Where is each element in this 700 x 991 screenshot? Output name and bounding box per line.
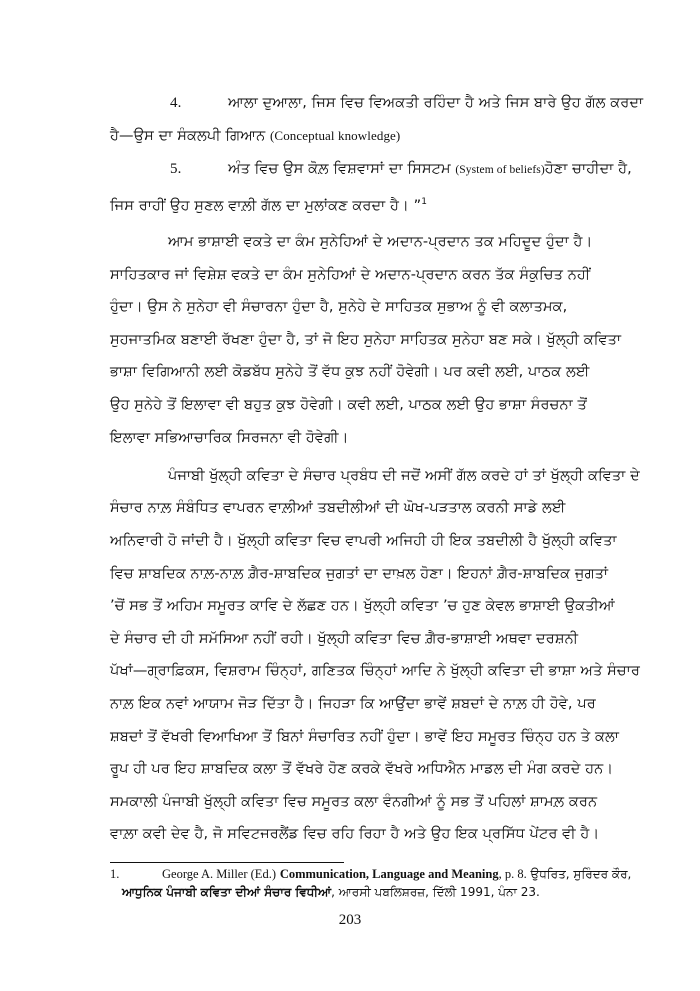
text-span: ’ਚੋਂ ਸਭ ਤੋਂ ਅਹਿਮ ਸਮੂਰਤ ਕਾਵਿ ਦੇ ਲੱਛਣ ਹਨ। ਖੁੱਲ੍ਹੀ ਕਵਿਤਾ ’ਚ ਹੁਣ ਕੇਵਲ ਭਾਸ਼ਾਈ ਉਕਤੀਆਂ <box>110 598 615 614</box>
text-span: ਸ਼ਬਦਾਂ ਤੋਂ ਵੱਖਰੀ ਵਿਆਖਿਆ ਤੋਂ ਬਿਨਾਂ ਸੰਚਾਰਿਤ ਨਹੀਂ ਹੁੰਦਾ। ਭਾਵੇਂ ਇਹ ਸਮੂਰਤ ਚਿੰਨ੍ਹ ਹਨ ਤੇ ਕਲਾ <box>110 729 620 745</box>
text-line <box>110 192 665 216</box>
text-line <box>110 362 665 382</box>
footnote-publisher: , ਆਰਸੀ ਪਬਲਿਸ਼ਰਜ਼, ਦਿੱਲੀ 1991, ਪੰਨਾ 23. <box>331 885 540 899</box>
text-span: ਸੰਚਾਰ ਨਾਲ਼ ਸੰਬੰਧਿਤ ਵਾਪਰਨ ਵਾਲ਼ੀਆਂ ਤਬਦੀਲੀਆਂ ਦੀ ਘੋਖ-ਪੜਤਾਲ ਕਰਨੀ ਸਾਡੇ ਲਈ <box>110 500 566 516</box>
text-line <box>110 126 665 146</box>
text-span: ਅਨਿਵਾਰੀ ਹੋ ਜਾਂਦੀ ਹੈ। ਖੁੱਲ੍ਹੀ ਕਵਿਤਾ ਵਿਚ ਵਾਪਰੀ ਅਜਿਹੀ ਹੀ ਇਕ ਤਬਦੀਲੀ ਹੈ ਖੁੱਲ੍ਹੀ ਕਵਿਤਾ <box>110 533 617 549</box>
text-span: ਹੁੰਦਾ। ਉਸ ਨੇ ਸੁਨੇਹਾ ਵੀ ਸੰਚਾਰਨਾ ਹੁੰਦਾ ਹੈ, ਸੁਨੇਹੇ ਦੇ ਸਾਹਿਤਕ ਸੁਭਾਅ ਨੂੰ ਵੀ ਕਲਾਤਮਕ, <box>110 299 568 315</box>
footnote-divider <box>110 862 344 863</box>
text-span: ਨਾਲ਼ ਇਕ ਨਵਾਂ ਆਯਾਮ ਜੋੜ ਦਿੱਤਾ ਹੈ। ਜਿਹੜਾ ਕਿ ਆਉਂਦਾ ਭਾਵੇਂ ਸ਼ਬਦਾਂ ਦੇ ਨਾਲ਼ ਹੀ ਹੋਵੇ, ਪਰ <box>110 696 596 712</box>
footnote-title-en: Communication, Language and Meaning <box>279 867 499 881</box>
text-span: ਵਾਲ਼ਾ ਕਵੀ ਦੇਵ ਹੈ, ਜੋ ਸਵਿਟਜਰਲੈਂਡ ਵਿਚ ਰਹਿ ਰਿਹਾ ਹੈ ਅਤੇ ਉਹ ਇਕ ਪ੍ਰਸਿੱਧ ਪੇਂਟਰ ਵੀ ਹੈ। <box>110 826 600 842</box>
text-line <box>110 395 665 415</box>
text-span: ਪੱਖਾਂ—ਗ੍ਰਾਫ਼ਿਕਸ, ਵਿਸ਼ਰਾਮ ਚਿੰਨ੍ਹਾਂ, ਗਣਿਤਕ ਚਿੰਨ੍ਹਾਂ ਆਦਿ ਨੇ ਖੁੱਲ੍ਹੀ ਕਵਿਤਾ ਦੀ ਭਾਸ਼ਾ ਅਤੇ ਸੰਚਾਰ <box>110 663 640 679</box>
footnote-continuation <box>122 884 540 900</box>
footnote-author: George A. Miller (Ed.) <box>162 867 276 881</box>
text-line <box>110 629 665 649</box>
footnote <box>110 866 631 882</box>
paragraph-start <box>168 232 665 252</box>
text-span: ਇਲਾਵਾ ਸਭਿਆਚਾਰਿਕ ਸਿਰਜਨਾ ਵੀ ਹੋਵੇਗੀ। <box>110 430 349 446</box>
text-line <box>110 661 665 681</box>
list-item-5 <box>170 159 700 180</box>
text-span: ਸੁਹਜਾਤਮਿਕ ਬਣਾਈ ਰੱਖਣਾ ਹੁੰਦਾ ਹੈ, ਤਾਂ ਜੋ ਇਹ ਸੁਨੇਹਾ ਸਾਹਿਤਕ ਸੁਨੇਹਾ ਬਣ ਸਕੇ। ਖੁੱਲ੍ਹੀ ਕਵਿਤਾ <box>110 332 622 348</box>
list-text: ਆਲਾ ਦੁਆਲਾ, ਜਿਸ ਵਿਚ ਵਿਅਕਤੀ ਰਹਿੰਦਾ ਹੈ ਅਤੇ ਜਿਸ ਬਾਰੇ ਉਹ ਗੱਲ ਕਰਦਾ <box>228 95 644 111</box>
list-number: 4. <box>170 95 182 111</box>
text-span: ਦੇ ਸੰਚਾਰ ਦੀ ਹੀ ਸਮੱਸਿਆ ਨਹੀਂ ਰਹੀ। ਖੁੱਲ੍ਹੀ ਕਵਿਤਾ ਵਿਚ ਗ਼ੈਰ-ਭਾਸ਼ਾਈ ਅਥਵਾ ਦਰਸ਼ਨੀ <box>110 631 579 647</box>
text-span: ਵਿਚ ਸ਼ਾਬਦਿਕ ਨਾਲ਼-ਨਾਲ਼ ਗ਼ੈਰ-ਸ਼ਾਬਦਿਕ ਜੁਗਤਾਂ ਦਾ ਦਾਖ਼ਲ ਹੋਣਾ। ਇਹਨਾਂ ਗ਼ੈਰ-ਸ਼ਾਬਦਿਕ ਜੁਗਤਾਂ <box>110 566 609 582</box>
text-span: ਆਮ ਭਾਸ਼ਾਈ ਵਕਤੇ ਦਾ ਕੰਮ ਸੁਨੇਹਿਆਂ ਦੇ ਅਦਾਨ-ਪ੍ਰਦਾਨ ਤਕ ਮਹਿਦੂਦ ਹੁੰਦਾ ਹੈ। <box>168 234 593 250</box>
text-span: ਸਾਹਿਤਕਾਰ ਜਾਂ ਵਿਸ਼ੇਸ਼ ਵਕਤੇ ਦਾ ਕੰਮ ਸੁਨੇਹਿਆਂ ਦੇ ਅਦਾਨ-ਪ੍ਰਦਾਨ ਕਰਨ ਤੱਕ ਸੰਕੁਚਿਤ ਨਹੀਂ <box>110 267 591 283</box>
paragraph-start <box>168 466 665 486</box>
text-span: ਸਮਕਾਲੀ ਪੰਜਾਬੀ ਖੁੱਲ੍ਹੀ ਕਵਿਤਾ ਵਿਚ ਸਮੂਰਤ ਕਲਾ ਵੰਨਗੀਆਂ ਨੂੰ ਸਭ ਤੋਂ ਪਹਿਲਾਂ ਸ਼ਾਮਲ਼ ਕਰਨ <box>110 794 598 810</box>
text-line <box>110 428 665 448</box>
english-term: (System of beliefs) <box>455 164 545 176</box>
text-line <box>110 694 665 714</box>
footnote-page-ref: , p. 8. <box>498 867 527 881</box>
list-number: 5. <box>170 161 182 177</box>
text-line <box>110 498 665 518</box>
text-line <box>110 265 665 285</box>
text-line <box>110 824 665 844</box>
text-span: ਜਿਸ ਰਾਹੀਂ ਉਹ ਸੁਣਲ ਵਾਲ਼ੀ ਗੱਲ ਦਾ ਮੁਲਾਂਕਣ ਕਰਦਾ ਹੈ। ” <box>110 197 422 214</box>
text-span: ਉਹ ਸੁਨੇਹੇ ਤੋਂ ਇਲਾਵਾ ਵੀ ਬਹੁਤ ਕੁਝ ਹੋਵੇਗੀ। ਕਵੀ ਲਈ, ਪਾਠਕ ਲਈ ਉਹ ਭਾਸ਼ਾ ਸੰਰਚਨਾ ਤੋਂ <box>110 397 587 413</box>
list-text: ਅੰਤ ਵਿਚ ਉਸ ਕੋਲ਼ ਵਿਸ਼ਵਾਸਾਂ ਦਾ ਸਿਸਟਮ <box>228 161 451 177</box>
text-line <box>110 792 665 812</box>
text-span: ਭਾਸ਼ਾ ਵਿਗਿਆਨੀ ਲਈ ਕੋਡਬੱਧ ਸੁਨੇਹੇ ਤੋਂ ਵੱਧ ਕੁਝ ਨਹੀਂ ਹੋਵੇਗੀ। ਪਰ ਕਵੀ ਲਈ, ਪਾਠਕ ਲਈ <box>110 364 590 380</box>
text-line <box>110 727 665 747</box>
text-line <box>110 759 665 779</box>
text-line <box>110 531 665 551</box>
text-line <box>110 297 665 317</box>
text-line <box>110 564 665 584</box>
text-span: ਪੰਜਾਬੀ ਖੁੱਲ੍ਹੀ ਕਵਿਤਾ ਦੇ ਸੰਚਾਰ ਪ੍ਰਬੰਧ ਦੀ ਜਦੋਂ ਅਸੀਂ ਗੱਲ ਕਰਦੇ ਹਾਂ ਤਾਂ ਖੁੱਲ੍ਹੀ ਕਵਿਤਾ ਦੇ <box>168 468 640 484</box>
list-text: ਹੋਣਾ ਚਾਹੀਦਾ ਹੈ, <box>544 161 632 177</box>
footnote-title-pa: ਆਧੁਨਿਕ ਪੰਜਾਬੀ ਕਵਿਤਾ ਦੀਆਂ ਸੰਚਾਰ ਵਿਧੀਆਂ <box>122 885 332 899</box>
text-span: ਹੈ—ਉਸ ਦਾ ਸੰਕਲਪੀ ਗਿਆਨ <box>110 128 266 144</box>
footnote-marker: 1 <box>421 197 428 207</box>
footnote-number: 1. <box>110 867 120 881</box>
page-number: 203 <box>338 912 362 928</box>
text-span: ਰੂਪ ਹੀ ਪਰ ਇਹ ਸ਼ਾਬਦਿਕ ਕਲਾ ਤੋਂ ਵੱਖਰੇ ਹੋਣ ਕਰਕੇ ਵੱਖਰੇ ਅਧਿਐਨ ਮਾਡਲ ਦੀ ਮੰਗ ਕਰਦੇ ਹਨ। <box>110 761 614 777</box>
list-item-4 <box>170 93 700 113</box>
footnote-quoted: ਉਧਰਿਤ, ਸੁਰਿੰਦਰ ਕੌਰ, <box>530 867 632 881</box>
text-line <box>110 596 665 616</box>
text-line <box>110 330 665 350</box>
english-term: (Conceptual knowledge) <box>270 128 401 143</box>
